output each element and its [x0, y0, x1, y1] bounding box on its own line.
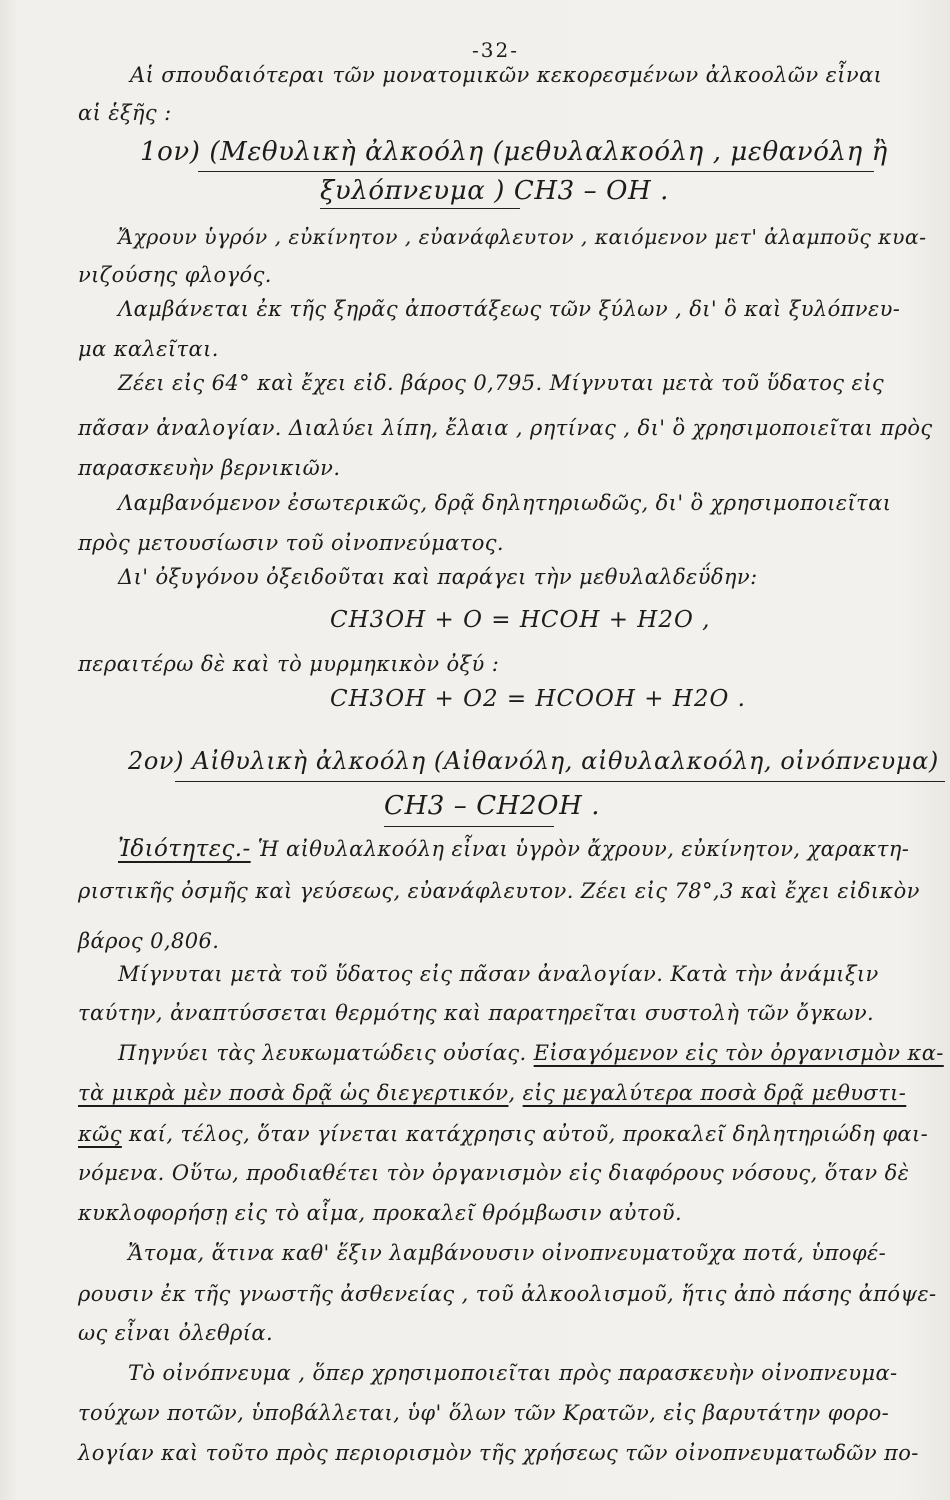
heading-underline	[384, 826, 554, 827]
section-heading-ethyl: 2ον) Αἰθυλικὴ ἀλκοόλη (Αἰθανόλη, αἰθυλαλκοόλη, οἰνόπνευμα)	[128, 747, 939, 775]
text-line: κυκλοφορήσῃ εἰς τὸ αἷμα, προκαλεῖ θρόμβωσιν αὐτοῦ.	[78, 1201, 683, 1225]
heading-underline	[198, 171, 874, 172]
text-line: πᾶσαν ἀναλογίαν. Διαλύει λίπη, ἔλαια , ρητίνας , δι' ὃ χρησιμοποιεῖται πρὸς	[78, 416, 933, 440]
text-line: ως εἶναι ὀλεθρία.	[78, 1321, 274, 1345]
text-line: Ἄχρουν ὑγρόν , εὐκίνητον , εὐανάφλευτον , καιόμενον μετ' ἀλαμποῦς κυα-	[118, 225, 927, 249]
text-line: μα καλεῖται.	[78, 337, 219, 361]
text-line	[78, 1080, 906, 1106]
text-line: Τὸ οἰνόπνευμα , ὅπερ χρησιμοποιεῖται πρὸς παρασκευὴν οἰνοπνευμα-	[128, 1361, 898, 1385]
text-line: νόμενα. Οὕτω, προδιαθέτει τὸν ὀργανισμὸν εἰς διαφόρους νόσους, ὅταν δὲ	[78, 1161, 910, 1185]
text-line	[78, 1121, 928, 1147]
text-line: Λαμβανόμενον ἐσωτερικῶς, δρᾷ δηλητηριωδῶς, δι' ὃ χρησιμοποιεῖται	[118, 491, 892, 515]
text-line: Δι' ὀξυγόνου ὀξειδοῦται καὶ παράγει τὴν μεθυλαλδεΰδην:	[118, 565, 758, 589]
text-line: τούχων ποτῶν, ὑποβάλλεται, ὑφ' ὅλων τῶν Κρατῶν, εἰς βαρυτάτην φορο-	[78, 1401, 890, 1425]
text-line: ριστικῆς ὀσμῆς καὶ γεύσεως, εὐανάφλευτον. Ζέει εἰς 78°,3 καὶ ἔχει εἰδικὸν	[78, 879, 920, 903]
equation-formic-acid: CH3OH + O2 = HCOOH + H2O .	[330, 686, 746, 712]
text-line: παρασκευὴν βερνικιῶν.	[78, 456, 341, 480]
properties-heading: Ἰδιότητες.-	[118, 836, 251, 862]
text-span: καί, τέλος, ὅταν γίνεται κατάχρησις αὐτοῦ, προκαλεῖ δηλητηριώδη φαι-	[121, 1122, 929, 1146]
equation-methanal: CH3OH + O = HCOH + H2O ,	[330, 607, 711, 633]
section-heading-methyl-formula: ξυλόπνευμα ) CH3 – OH .	[320, 176, 669, 206]
page-number: -32-	[472, 38, 519, 62]
text-line: Αἱ σπουδαιότεραι τῶν μονατομικῶν κεκορεσμένων ἀλκοολῶν εἶναι	[130, 63, 883, 87]
text-line: Ζέει εἰς 64° καὶ ἔχει εἰδ. βάρος 0,795. Μίγνυται μετὰ τοῦ ὕδατος εἰς	[118, 371, 884, 395]
text-line: αἱ ἑξῆς :	[78, 101, 172, 125]
heading-underline	[175, 781, 945, 782]
text-line: νιζούσης φλογός.	[78, 263, 272, 287]
text-span: Ἡ αἰθυλαλκοόλη εἶναι ὑγρὸν ἄχρουν, εὐκίνητον, χαρακτη-	[250, 837, 910, 861]
text-line: ρουσιν ἐκ τῆς γνωστῆς ἀσθενείας , τοῦ ἀλκοολισμοῦ, ἥτις ἀπὸ πάσης ἀπόψε-	[78, 1282, 937, 1306]
underlined-span: Εἰσαγόμενον εἰς τὸν ὀργανισμὸν κα-	[533, 1041, 944, 1065]
underlined-span: εἰς μεγαλύτερα ποσὰ δρᾷ μεθυστι-	[522, 1081, 907, 1105]
underlined-span: τὰ μικρὰ μὲν ποσὰ δρᾷ ὡς διεγερτικόν	[78, 1081, 509, 1105]
text-line: Λαμβάνεται ἐκ τῆς ξηρᾶς ἀποστάξεως τῶν ξύλων , δι' ὃ καὶ ξυλόπνευ-	[118, 297, 901, 321]
section-heading-methyl: 1ον) (Μεθυλικὴ ἀλκοόλη (μεθυλαλκοόλη , μεθανόλη ἢ	[140, 137, 888, 167]
text-line: Μίγνυται μετὰ τοῦ ὕδατος εἰς πᾶσαν ἀναλογίαν. Κατὰ τὴν ἀνάμιξιν	[118, 962, 879, 986]
text-line: λογίαν καὶ τοῦτο πρὸς περιορισμὸν τῆς χρήσεως τῶν οἰνοπνευματωδῶν πο-	[78, 1441, 919, 1465]
text-line: περαιτέρω δὲ καὶ τὸ μυρμηκικὸν ὀξύ :	[78, 652, 500, 676]
text-line	[118, 1040, 944, 1066]
text-line: πρὸς μετουσίωσιν τοῦ οἰνοπνεύματος.	[78, 531, 504, 555]
text-line: βάρος 0,806.	[78, 929, 220, 953]
text-span: ,	[508, 1081, 523, 1105]
text-line: Ἄτομα, ἅτινα καθ' ἕξιν λαμβάνουσιν οἰνοπνευματοῦχα ποτά, ὑποφέ-	[128, 1241, 887, 1265]
underlined-span: κῶς	[78, 1122, 122, 1146]
text-line: ταύτην, ἀναπτύσσεται θερμότης καὶ παρατηρεῖται συστολὴ τῶν ὄγκων.	[78, 1001, 875, 1025]
text-span: Πηγνύει τὰς λευκωματώδεις οὐσίας.	[118, 1041, 534, 1065]
text-line	[118, 836, 909, 862]
section-heading-ethyl-formula: CH3 – CH2OH .	[384, 791, 601, 821]
heading-underline	[320, 208, 520, 209]
